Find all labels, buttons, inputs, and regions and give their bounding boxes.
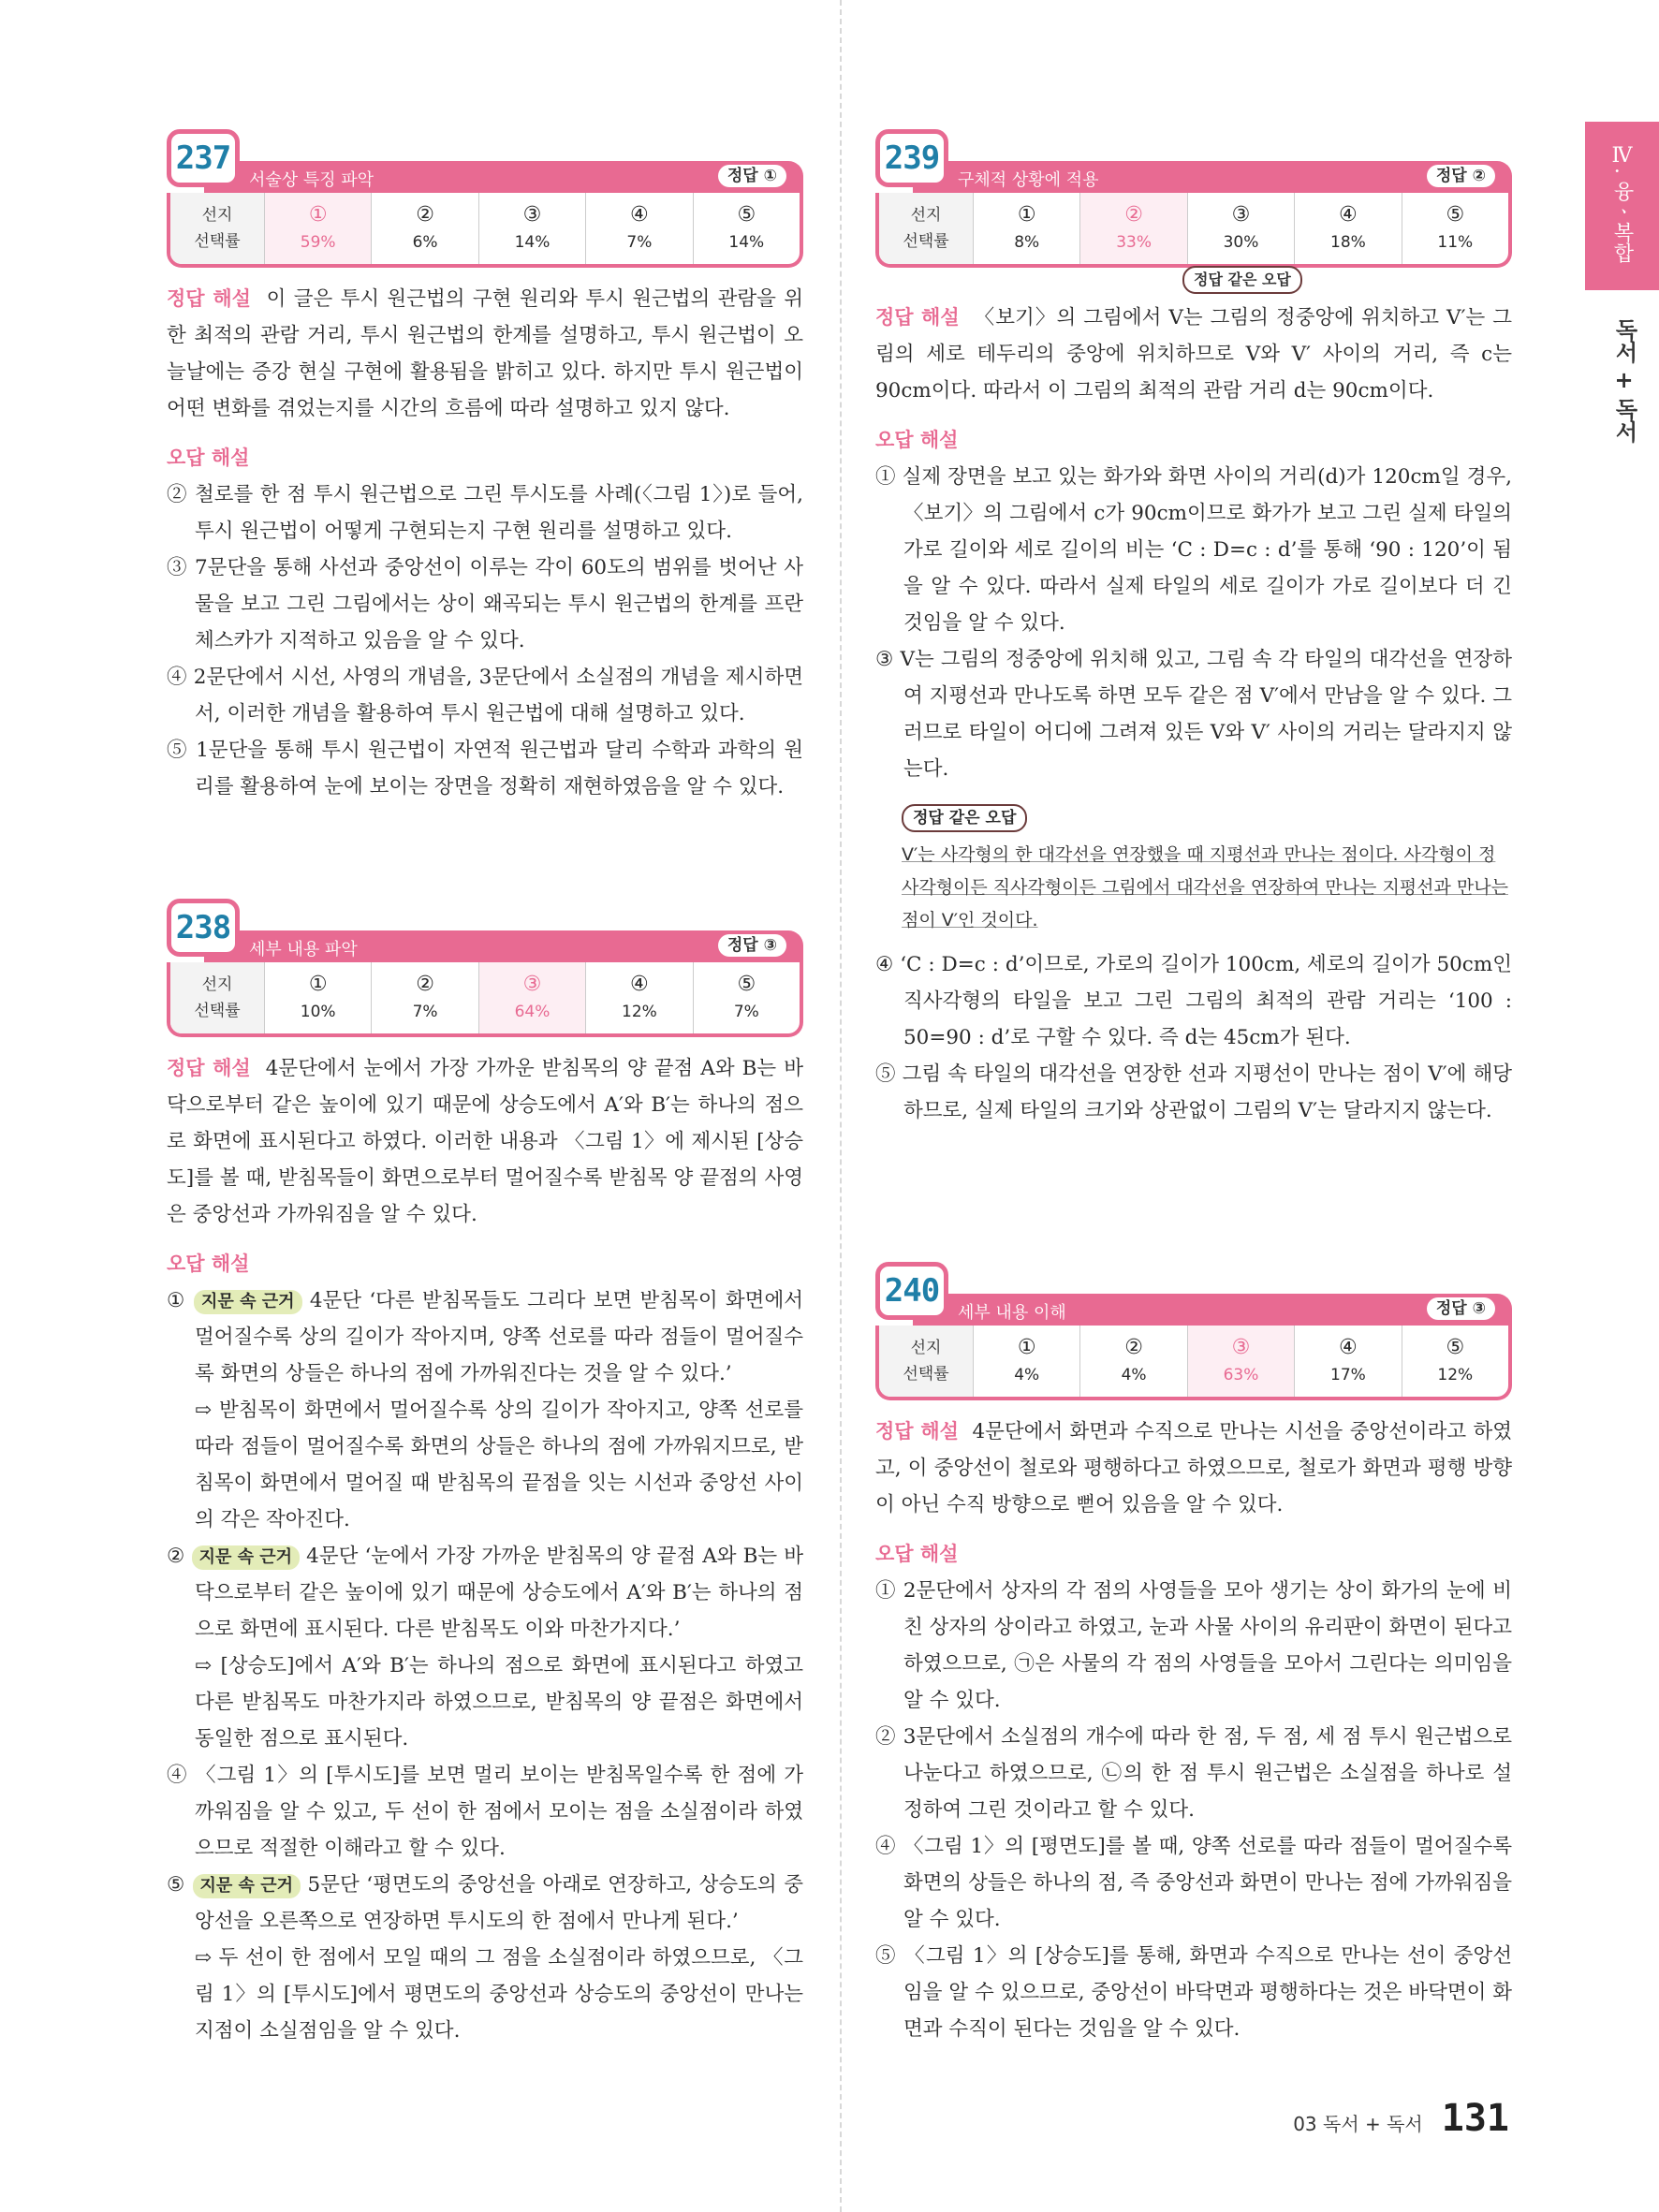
- question-number: 238: [167, 899, 240, 957]
- list-item: ⑤ 〈그림 1〉의 [상승도]를 통해, 화면과 수직으로 만나는 선이 중앙선임을 알 수 있으므로, 중앙선이 바닥면과 평행하다는 것은 바닥면이 화면과 수직이 된다는 것임을 알 수 있다.: [875, 1944, 1512, 2041]
- question-237-explanation: [167, 281, 803, 805]
- option-cell: ⑤ 12%: [1437, 1336, 1474, 1384]
- column-divider: [840, 0, 842, 2212]
- question-number: 239: [875, 129, 948, 187]
- option-cell: ② 33%: [1080, 193, 1187, 264]
- list-item: ④ ‘C : D=c : d’이므로, 가로의 길이가 100cm, 세로의 길이가 50cm인 직사각형의 타일을 보고 그린 그림의 최적의 관람 거리는 ‘100 : 50=90 : d’로 구할 수 있다. 즉 d는 45cm가 된다.: [875, 953, 1512, 1049]
- question-number: 237: [167, 129, 240, 187]
- question-topic: 세부 내용 이해: [958, 1303, 1066, 1323]
- chapter-tab: Ⅳ. 융ㆍ복합: [1585, 122, 1659, 290]
- option-cell: ① 4%: [974, 1326, 1080, 1397]
- page-footer: [1293, 2097, 1509, 2140]
- label-option: 선지: [201, 206, 233, 225]
- list-item-sub: ⇨ 받침목이 화면에서 멀어질수록 상의 길이가 작아지고, 양쪽 선로를 따라 점들이 멀어질수록 화면의 상들은 하나의 점에 가까워지므로, 받침목이 화면에서 멀어질 때 받침목의 끝점을 잇는 시선과 중앙선 사이의 각은 작아진다.: [195, 1399, 803, 1531]
- option-cell: ② 7%: [372, 962, 478, 1033]
- tricky-note-tag: 정답 같은 오답: [902, 804, 1027, 832]
- option-cell: ③ 64%: [479, 962, 586, 1033]
- question-topic: 구체적 상황에 적용: [958, 170, 1099, 190]
- question-bar: [913, 161, 1512, 193]
- list-item: ③ V는 그림의 정중앙에 위치해 있고, 그림 속 각 타일의 대각선을 연장하여 지평선과 만나도록 하면 모두 같은 점 V′에서 만남을 알 수 있다. 그러므로 타일이 어디에 그려져 있든 V와 V′ 사이의 거리는 달라지지 않는다.: [875, 648, 1512, 781]
- option-cell: ④ 7%: [586, 193, 693, 264]
- selection-rate-table: [167, 193, 803, 268]
- tricky-distractor-tag: 정답 같은 오답: [1182, 266, 1302, 294]
- label-option: 선지: [910, 206, 942, 225]
- section-category: 독서 + 독서: [1611, 318, 1637, 443]
- option-cell: ① 8%: [974, 193, 1080, 264]
- option-cell: ⑤ 14%: [728, 203, 765, 252]
- selection-rate-table: [875, 193, 1512, 268]
- option-cell: ③ 63%: [1188, 1326, 1295, 1397]
- option-cell: ④ 18%: [1295, 193, 1402, 264]
- list-item: ② 철로를 한 점 투시 원근법으로 그린 투시도를 사례(〈그림 1〉)로 들어, 투시 원근법이 어떻게 구현되는지 구현 원리를 설명하고 있다.: [167, 483, 803, 543]
- question-240-header: [875, 1262, 1512, 1402]
- question-bar: [913, 1294, 1512, 1326]
- page-number: 131: [1441, 2097, 1509, 2140]
- answer-badge: 정답 ②: [1427, 165, 1495, 187]
- evidence-badge: 지문 속 근거: [193, 1874, 301, 1898]
- correct-explanation: 정답 해설 4문단에서 눈에서 가장 가까운 받침목의 양 끝점 A와 B는 바닥으로부터 같은 높이에 있기 때문에 상승도에서 A′와 B′는 하나의 점으로 화면에 표시된다고 하였다. 이러한 내용과 〈그림 1〉에 제시된 [상승도]를 볼 때, 받침목들이 화면으로부터 멀어질수록 받침목 양 끝점의 사영은 중앙선과 가까워짐을 알 수 있다.: [167, 1057, 803, 1226]
- question-239-header: [875, 129, 1512, 288]
- option-cell: ③ 30%: [1188, 193, 1295, 264]
- correct-heading: 정답 해설: [167, 1057, 251, 1079]
- list-item: ⑤ 그림 속 타일의 대각선을 연장한 선과 지평선이 만나는 점이 V′에 해당하므로, 실제 타일의 크기와 상관없이 그림의 V′는 달라지지 않는다.: [875, 1062, 1512, 1122]
- option-cell: ② 6%: [372, 193, 478, 264]
- correct-heading: 정답 해설: [167, 287, 251, 310]
- wrong-heading: 오답 해설: [167, 1252, 250, 1275]
- correct-explanation: 정답 해설 4문단에서 화면과 수직으로 만나는 시선을 중앙선이라고 하였고, 이 중앙선이 철로와 평행하다고 하였으므로, 철로가 화면과 평행 방향이 아닌 수직 방향으로 뻗어 있음을 알 수 있다.: [875, 1420, 1512, 1516]
- list-item: ① 실제 장면을 보고 있는 화가와 화면 사이의 거리(d)가 120cm일 경우, 〈보기〉의 그림에서 c가 90cm이므로 화가가 보고 그린 실제 타일의 가로 길이와 세로 길이의 비는 ‘C : D=c : d’를 통해 ‘90 : 120’이 됨을 알 수 있다. 따라서 실제 타일의 세로 길이가 가로 길이보다 더 긴 것임을 알 수 있다.: [875, 465, 1512, 635]
- list-item: ① 지문 속 근거 4문단 ‘다른 받침목들도 그리다 보면 받침목이 화면에서 멀어질수록 상의 길이가 작아지며, 양쪽 선로를 따라 점들이 멀어질수록 화면의 상들은 하나의 점에 가까워진다는 것을 알 수 있다.’: [167, 1289, 803, 1385]
- correct-heading: 정답 해설: [875, 1420, 959, 1443]
- table-labels: [170, 193, 265, 264]
- question-240-explanation: [875, 1414, 1512, 2047]
- answer-badge: 정답 ③: [1427, 1297, 1495, 1320]
- list-item: ⑤ 지문 속 근거 5문단 ‘평면도의 중앙선을 아래로 연장하고, 상승도의 중앙선을 오른쪽으로 연장하면 투시도의 한 점에서 만나게 된다.’: [167, 1873, 803, 1933]
- list-item-sub: ⇨ [상승도]에서 A′와 B′는 하나의 점으로 화면에 표시된다고 하였고 다른 받침목도 마찬가지라 하였으므로, 받침목의 양 끝점은 화면에서 동일한 점으로 표시된다.: [195, 1654, 803, 1751]
- correct-heading: 정답 해설: [875, 306, 960, 329]
- option-cell: ① 10%: [265, 962, 372, 1033]
- selection-rate-table: [167, 962, 803, 1037]
- list-item-sub: ⇨ 두 선이 한 점에서 모일 때의 그 점을 소실점이라 하였으므로, 〈그림 1〉의 [투시도]에서 평면도의 중앙선과 상승도의 중앙선이 만나는 지점이 소실점임을 알 수 있다.: [195, 1946, 803, 2043]
- list-item: ③ 7문단을 통해 사선과 중앙선이 이루는 각이 60도의 범위를 벗어난 사물을 보고 그린 그림에서는 상이 왜곡되는 투시 원근법의 한계를 프란체스카가 지적하고 있음을 알 수 있다.: [167, 556, 803, 652]
- label-rate: 선택률: [194, 1002, 241, 1020]
- option-cell: ④ 17%: [1295, 1326, 1402, 1397]
- list-item: ② 3문단에서 소실점의 개수에 따라 한 점, 두 점, 세 점 투시 원근법으로 나눈다고 하였으므로, ㉡의 한 점 투시 원근법은 소실점을 하나로 설정하여 그린 것이라고 할 수 있다.: [875, 1725, 1512, 1822]
- question-number: 240: [875, 1262, 948, 1320]
- wrong-heading: 오답 해설: [875, 1543, 959, 1565]
- wrong-heading: 오답 해설: [167, 447, 250, 469]
- label-rate: 선택률: [194, 232, 241, 251]
- wrong-heading: 오답 해설: [875, 429, 959, 451]
- list-item: ② 지문 속 근거 4문단 ‘눈에서 가장 가까운 받침목의 양 끝점 A와 B는 바닥으로부터 같은 높이에 있기 때문에 상승도에서 A′와 B′는 하나의 점으로 화면에 표시된다. 다른 받침목도 이와 마찬가지다.’: [167, 1545, 803, 1641]
- correct-explanation: 정답 해설 〈보기〉의 그림에서 V는 그림의 정중앙에 위치하고 V′는 그림의 세로 테두리의 중앙에 위치하므로 V와 V′ 사이의 거리, 즉 c는 90cm이다. 따라서 이 그림의 최적의 관람 거리 d는 90cm이다.: [875, 306, 1512, 403]
- label-rate: 선택률: [903, 232, 949, 251]
- question-topic: 세부 내용 파악: [249, 940, 358, 960]
- label-rate: 선택률: [903, 1365, 949, 1384]
- option-cell: ⑤ 11%: [1437, 203, 1474, 252]
- table-labels: [879, 193, 974, 264]
- question-topic: 서술상 특징 파악: [249, 170, 374, 190]
- list-item: ④ 〈그림 1〉의 [평면도]를 볼 때, 양쪽 선로를 따라 점들이 멀어질수록 화면의 상들은 하나의 점, 즉 중앙선과 화면이 만나는 점에 가까워짐을 알 수 있다.: [875, 1835, 1512, 1931]
- answer-badge: 정답 ①: [718, 165, 786, 187]
- list-item: ① 2문단에서 상자의 각 점의 사영들을 모아 생기는 상이 화가의 눈에 비친 상자의 상이라고 하였고, 눈과 사물 사이의 유리판이 화면이 된다고 하였으므로, ㉠은 사물의 각 점의 사영들을 모아서 그린다는 의미임을 알 수 있다.: [875, 1579, 1512, 1712]
- answer-badge: 정답 ③: [718, 934, 786, 957]
- tricky-note: [902, 798, 1512, 937]
- footer-label: 03 독서 + 독서: [1293, 2113, 1423, 2135]
- list-item: ⑤ 1문단을 통해 투시 원근법이 자연적 원근법과 달리 수학과 과학의 원리를 활용하여 눈에 보이는 장면을 정확히 재현하였음을 알 수 있다.: [167, 739, 803, 798]
- list-item: ④ 2문단에서 시선, 사영의 개념을, 3문단에서 소실점의 개념을 제시하면서, 이러한 개념을 활용하여 투시 원근법에 대해 설명하고 있다.: [167, 666, 803, 725]
- question-238-explanation: [167, 1050, 803, 2049]
- table-labels: [170, 962, 265, 1033]
- option-cell: ② 4%: [1080, 1326, 1187, 1397]
- question-237-header: [167, 129, 803, 270]
- label-option: 선지: [910, 1339, 942, 1357]
- correct-explanation: 정답 해설 이 글은 투시 원근법의 구현 원리와 투시 원근법의 관람을 위한 최적의 관람 거리, 투시 원근법의 한계를 설명하고, 투시 원근법이 오늘날에는 증강 현실 구현에 활용됨을 밝히고 있다. 하지만 투시 원근법이 어떤 변화를 겪었는지를 시간의 흐름에 따라 설명하고 있지 않다.: [167, 287, 803, 420]
- question-239-explanation: [875, 300, 1512, 1129]
- option-cell: ⑤ 7%: [733, 973, 759, 1021]
- option-cell: ① 59%: [265, 193, 372, 264]
- label-option: 선지: [201, 975, 233, 994]
- table-labels: [879, 1326, 974, 1397]
- selection-rate-table: [875, 1326, 1512, 1400]
- tricky-note-body: V′는 사각형의 한 대각선을 연장했을 때 지평선과 만나는 점이다. 사각형이 정사각형이든 직사각형이든 그림에서 대각선을 연장하여 만나는 지평선과 만나는 점이 V′인 것이다.: [902, 844, 1508, 930]
- option-cell: ③ 14%: [479, 193, 586, 264]
- question-bar: [204, 161, 803, 193]
- question-bar: [204, 930, 803, 962]
- option-cell: ④ 12%: [586, 962, 693, 1033]
- evidence-badge: 지문 속 근거: [192, 1545, 300, 1570]
- evidence-badge: 지문 속 근거: [194, 1290, 301, 1314]
- list-item: ④ 〈그림 1〉의 [투시도]를 보면 멀리 보이는 받침목일수록 한 점에 가까워짐을 알 수 있고, 두 선이 한 점에서 모이는 점을 소실점이라 하였으므로 적절한 이해라고 할 수 있다.: [167, 1764, 803, 1860]
- question-238-header: [167, 899, 803, 1039]
